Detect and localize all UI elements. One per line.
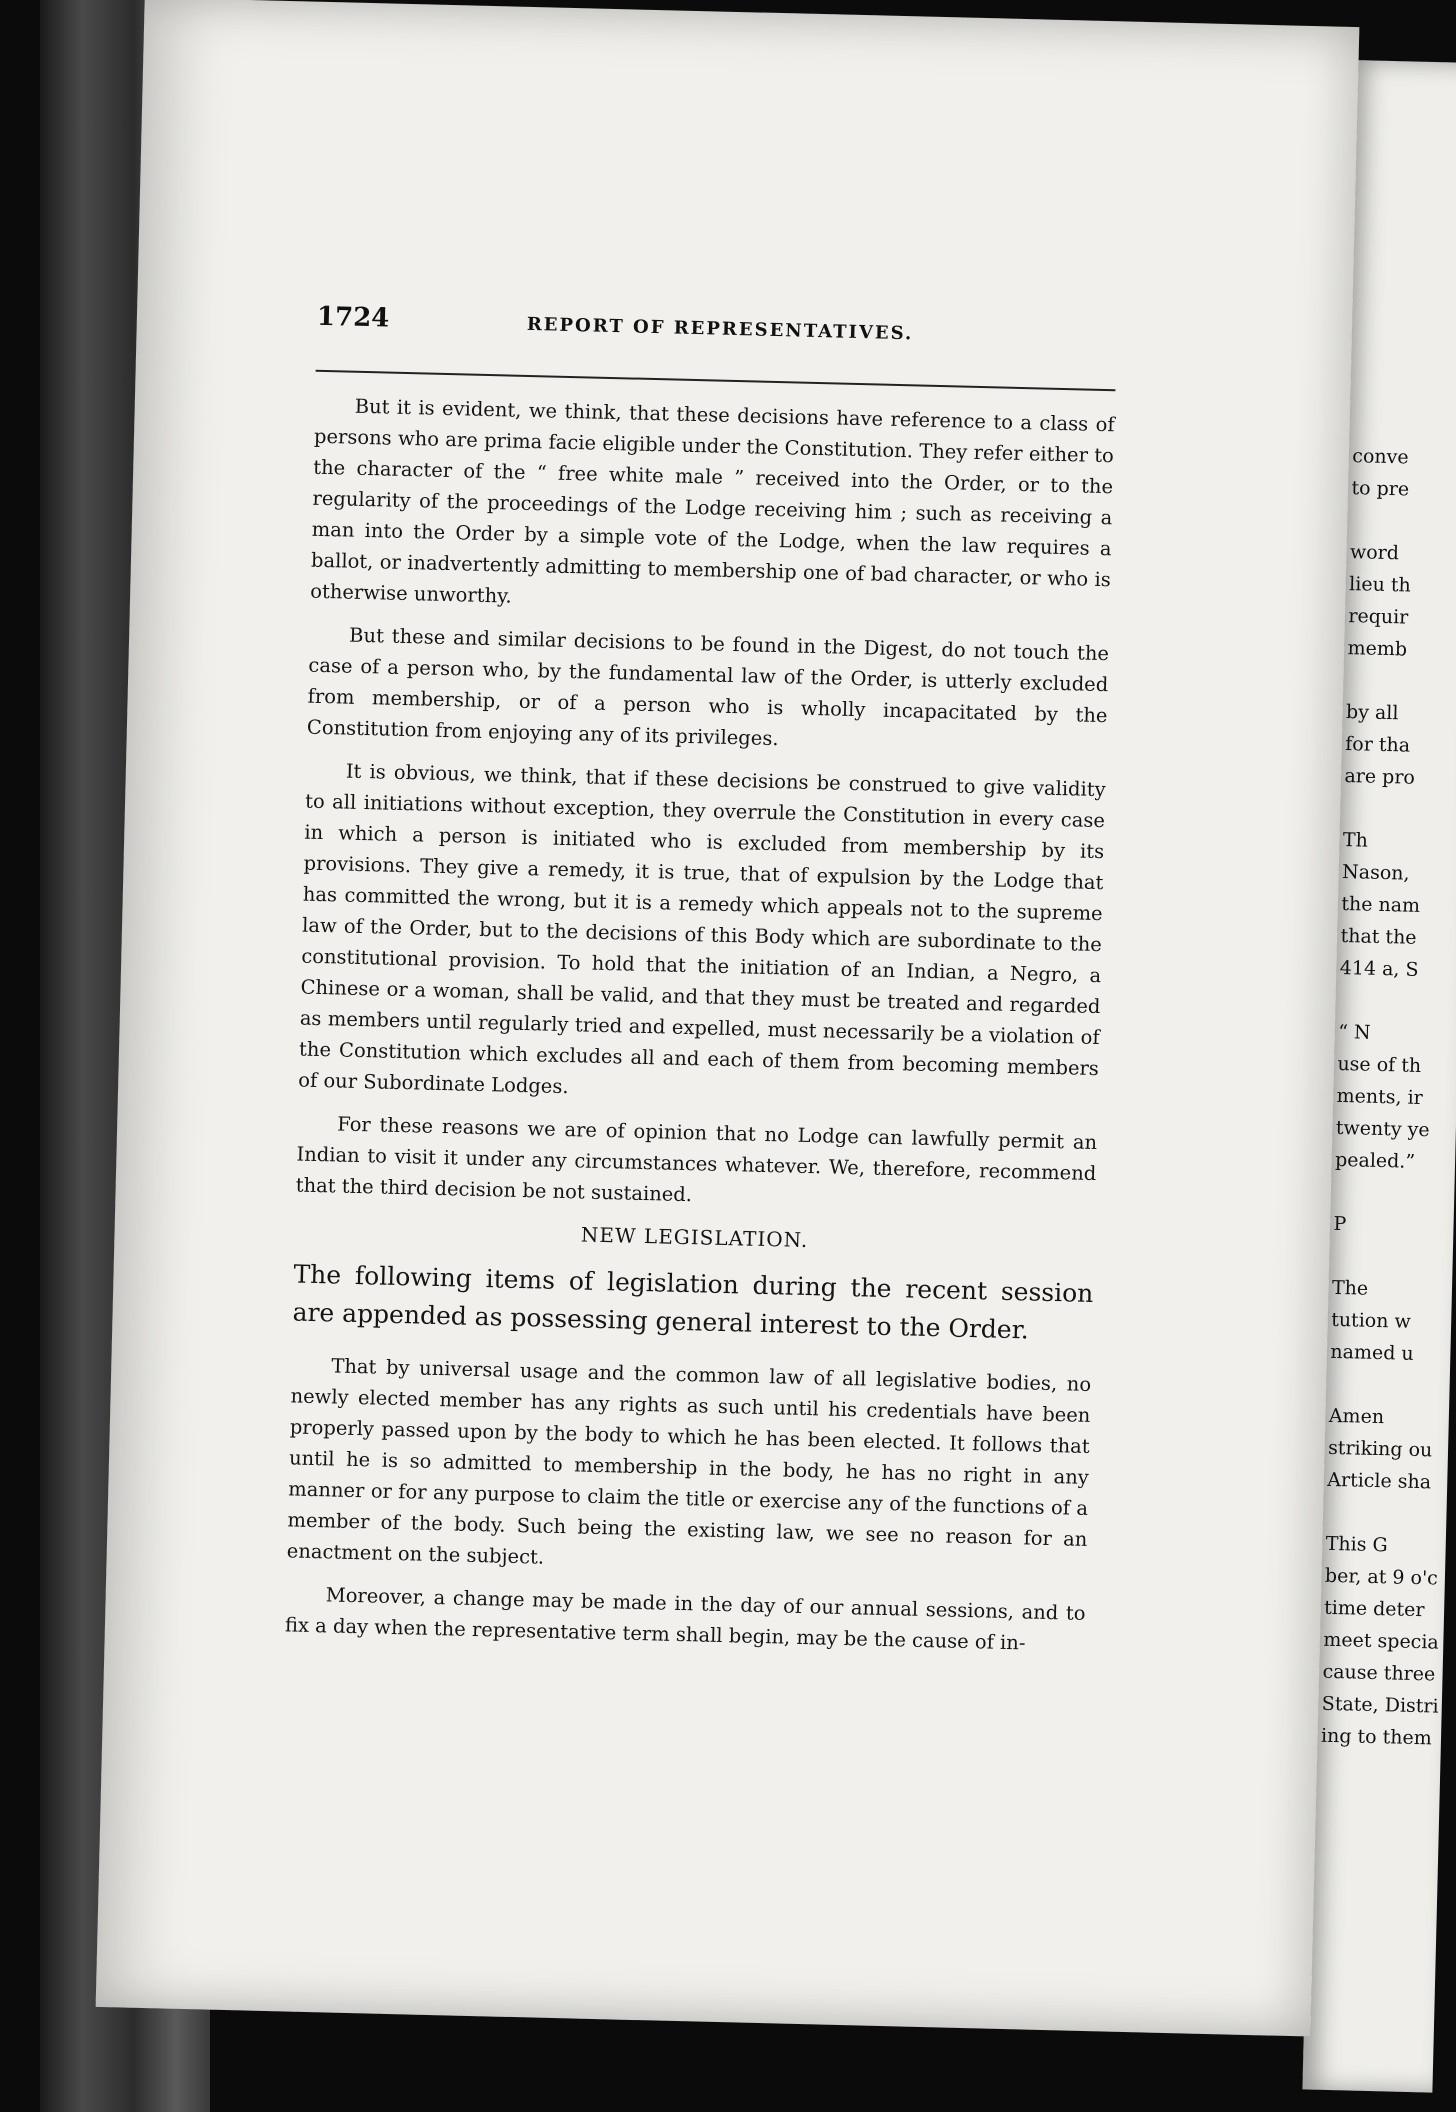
facing-page-fragment: the nam [1341,892,1421,917]
paragraph: But these and similar decisions to be found in the Digest, do not touch the case of a person who, by the fundamental law of the Order, is utterly excluded from membership, or of a person who is wholly incapacitated by the Constitution from enjoying any of its privileges. [306,623,1110,751]
facing-page-fragment [1333,792,1456,827]
facing-page-fragment: ing to them [1320,1724,1433,1750]
facing-page-fragment [1322,1240,1453,1275]
facing-page-fragment: lieu th [1348,573,1411,597]
page-header [317,302,1247,355]
facing-page-fragment [1316,1496,1447,1531]
facing-page-fragment: Nason, [1341,861,1410,885]
header-rule [316,370,1116,392]
facing-page-fragment: that the [1340,924,1417,949]
facing-page-fragment: This G [1325,1532,1388,1557]
facing-page-fragment: use of th [1337,1052,1422,1077]
facing-page-fragment: by all [1345,701,1399,725]
facing-page-fragment: P [1333,1212,1347,1236]
facing-page-fragment: meet specia [1323,1628,1440,1654]
facing-page-fragment: requir [1348,605,1409,629]
facing-page-fragment [1319,1368,1450,1403]
section-lead: The following items of legislation during the recent session are appended as possessing general interest to the Order. [292,1259,1094,1345]
paragraph: That by universal usage and the common law of all legislative bodies, no newly elected member has any rights as such until his credentials have been properly passed upon by the body to which he has been elected. It follows that until he is so admitted to membership in the body, he has no right in any manner or for any purpose to claim the title or exercise any of the functions of a member of the body. Such being the existing law, we see no reason for an enactment on the subject. [286,1354,1092,1569]
page-number: 1724 [316,301,390,334]
body-text [284,390,1115,1672]
paragraph: Moreover, a change may be made in the day of our annual sessions, and to fix a day when the representative term shall begin, may be the cause of in- [284,1583,1086,1655]
facing-page-fragment: are pro [1344,765,1416,789]
facing-page-fragment [1336,664,1456,699]
document-page [96,0,1360,2037]
facing-page-fragment: The [1331,1276,1369,1300]
facing-page-fragment: time deter [1323,1596,1425,1622]
facing-page-fragment: striking ou [1327,1436,1433,1462]
facing-page-fragment: for tha [1345,733,1411,757]
facing-page-fragment: pealed.” [1334,1148,1416,1173]
facing-page-fragment: “ N [1337,1020,1371,1044]
paragraph: It is obvious, we think, that if these decisions be construed to give validity to all initiations without exception, they overrule the Constitution in every case in which a person is initiated who is excluded from membership by its provisions. They give a remedy, it is true, that of expulsion by the Lodge that has committed the wrong, but it is a remedy which appeals not to the supreme law of the Order, but to the decisions of this Body which are subordinate to the constitutional provision. To hold that the initiation of an Indian, a Negro, a Chinese or a woman, shall be valid, and that they must be treated and regarded as members until regularly tried and expelled, must necessarily be a violation of the Constitution which excludes all and each of them from becoming members of our Subordinate Lodges. [298,759,1106,1099]
facing-page-fragment: memb [1347,637,1408,661]
facing-page-fragment: 414 a, S [1339,956,1419,981]
section-title: NEW LEGISLATION. [580,1222,809,1253]
facing-page-fragment: ber, at 9 o'c [1324,1564,1439,1590]
facing-page-fragment [1329,984,1456,1019]
paragraph: For these reasons we are of opinion that no Lodge can lawfully permit an Indian to visit it under any circumstances whatever. We, therefore, recommend that the third decision be not sustained. [295,1112,1098,1207]
facing-page-fragment: conve [1352,445,1409,469]
facing-page-fragment: State, Distri [1321,1692,1439,1718]
facing-page-fragment: to pre [1351,477,1410,501]
facing-page-fragment [1340,504,1456,539]
facing-page-fragment: tution w [1330,1308,1412,1333]
facing-page-fragment: word [1349,541,1400,565]
facing-page-fragment: ments, ir [1336,1084,1424,1110]
facing-page-fragment: Th [1342,829,1369,852]
running-title: REPORT OF REPRESENTATIVES. [526,313,914,345]
facing-page-fragment: Amen [1328,1404,1385,1429]
paragraph: But it is evident, we think, that these decisions have reference to a class of persons who are prima facie eligible under the Constitution. They refer either to the character of the “ free white male ” received into the Order, or to the regularity of the proceedings of the Lodge receiving him ; such as receiving a man into the Order by a simple vote of the Lodge, when the law requires a ballot, or inadvertently admitting to membership one of bad character, or who is otherwise unworthy. [309,394,1115,608]
facing-page-fragment: cause three [1322,1660,1436,1686]
facing-page-fragment: Article sha [1327,1468,1432,1494]
facing-page-fragment: twenty ye [1335,1116,1430,1142]
facing-page-fragment [1324,1176,1455,1211]
facing-page-fragment: named u [1330,1340,1414,1365]
